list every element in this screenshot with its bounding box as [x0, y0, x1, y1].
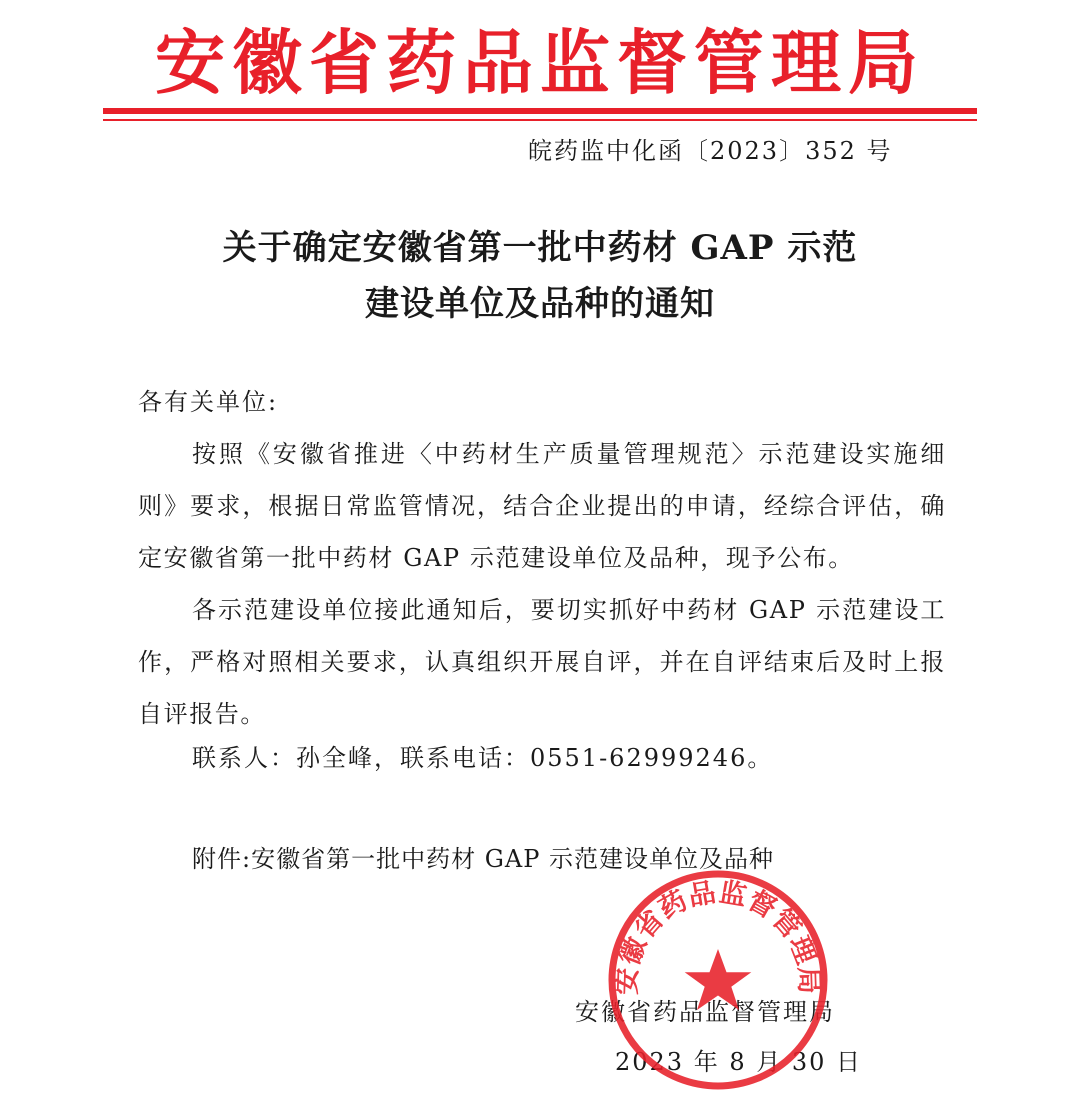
document-title [0, 220, 1080, 332]
attachment-line: 附件:安徽省第一批中药材 GAP 示范建设单位及品种 [192, 845, 774, 873]
body-paragraph-2: 各示范建设单位接此通知后，要切实抓好中药材 GAP 示范建设工作，严格对照相关要求，认真组织开展自评，并在自评结束后及时上报自评报告。 [138, 596, 946, 728]
seal-star-icon [685, 949, 752, 1010]
document-title-line-1: 关于确定安徽省第一批中药材 GAP 示范 [222, 228, 858, 268]
document-title-line-2: 建设单位及品种的通知 [365, 284, 715, 324]
body-paragraph-1: 按照《安徽省推进〈中药材生产质量管理规范〉示范建设实施细则》要求，根据日常监管情况，结合企业提出的申请，经综合评估，确定安徽省第一批中药材 GAP 示范建设单位及品种，现予公布。 [138, 440, 946, 572]
contact-line: 联系人：孙全峰，联系电话：0551-62999246。 [192, 744, 774, 772]
salutation: 各有关单位: [138, 388, 279, 416]
document-number: 皖药监中化函〔2023〕352 号 [528, 137, 893, 165]
letterhead-title: 安徽省药品监督管理局 [155, 21, 925, 104]
signature-date: 2023 年 8 月 30 日 [615, 1048, 863, 1076]
letterhead-rule-thin [103, 119, 977, 121]
seal-text: 安徽省药品监督管理局 [611, 877, 825, 996]
signature-organization: 安徽省药品监督管理局 [575, 998, 835, 1026]
official-seal-stamp [605, 867, 831, 1093]
letterhead-rule-thick [103, 108, 977, 114]
